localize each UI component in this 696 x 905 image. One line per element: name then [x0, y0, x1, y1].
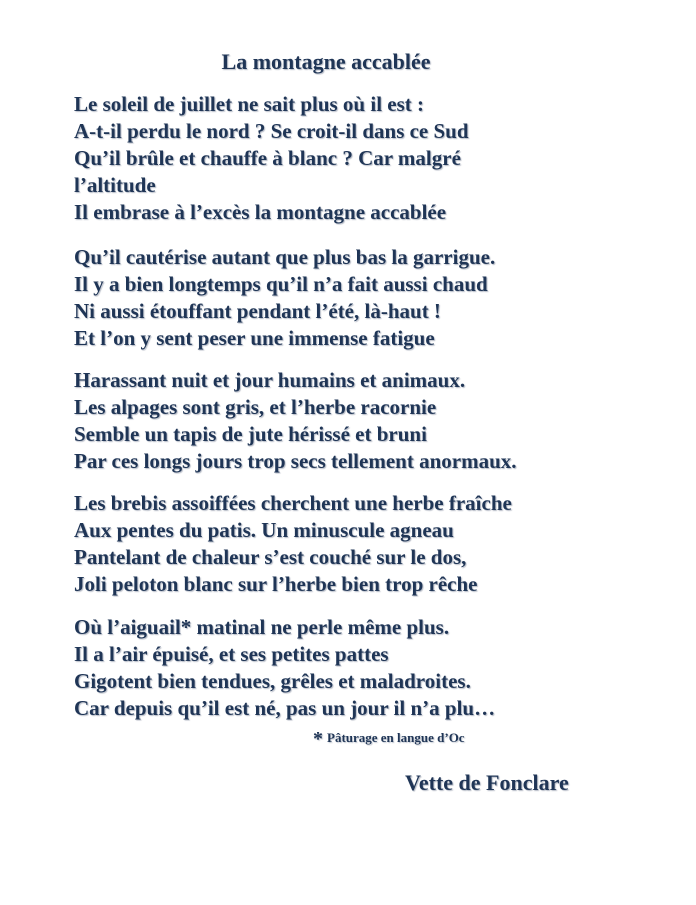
poem-line: Aux pentes du patis. Un minuscule agneau	[74, 518, 454, 542]
poem-line: Il y a bien longtemps qu’il n’a fait aussi chaud	[74, 272, 488, 296]
poem-line: Et l’on y sent peser une immense fatigue	[74, 326, 435, 350]
footnote-marker: *	[313, 728, 323, 750]
footnote-text: Pâturage en langue d’Oc	[327, 730, 465, 745]
poem-line: Car depuis qu’il est né, pas un jour il n’a plu…	[74, 696, 496, 720]
poem-line: Les alpages sont gris, et l’herbe racornie	[74, 395, 437, 419]
poem-line: Le soleil de juillet ne sait plus où il est :	[74, 92, 425, 116]
author-signature: Vette de Fonclare	[405, 770, 569, 795]
poem-line: Pantelant de chaleur s’est couché sur le dos,	[74, 545, 467, 569]
poem-line: Qu’il cautérise autant que plus bas la garrigue.	[74, 245, 496, 269]
poem-line: Qu’il brûle et chauffe à blanc ? Car malgré	[74, 146, 461, 170]
poem-line: Harassant nuit et jour humains et animaux.	[74, 368, 466, 392]
poem-line: Gigotent bien tendues, grêles et maladroites.	[74, 669, 471, 693]
poem-line: Où l’aiguail* matinal ne perle même plus.	[74, 615, 450, 639]
poem-line: Par ces longs jours trop secs tellement anormaux.	[74, 449, 517, 473]
poem-line: Semble un tapis de jute hérissé et bruni	[74, 422, 427, 446]
poem-line: Joli peloton blanc sur l’herbe bien trop rêche	[74, 572, 478, 596]
poem-line: Les brebis assoiffées cherchent une herbe fraîche	[74, 491, 512, 515]
poem-line: Il a l’air épuisé, et ses petites pattes	[74, 642, 389, 666]
stanza-4	[74, 490, 674, 598]
stanza-3	[74, 367, 674, 475]
poem-title: La montagne accablée	[221, 49, 431, 74]
poem-line: A-t-il perdu le nord ? Se croit-il dans ce Sud	[74, 119, 469, 143]
stanza-2	[74, 244, 674, 352]
poem-line: Il embrase à l’excès la montagne accablée	[74, 200, 447, 224]
poem-line: l’altitude	[74, 173, 156, 197]
footnote	[313, 728, 465, 749]
stanza-1	[74, 91, 674, 226]
stanza-5	[74, 614, 674, 722]
poem-line: Ni aussi étouffant pendant l’été, là-haut !	[74, 299, 441, 323]
